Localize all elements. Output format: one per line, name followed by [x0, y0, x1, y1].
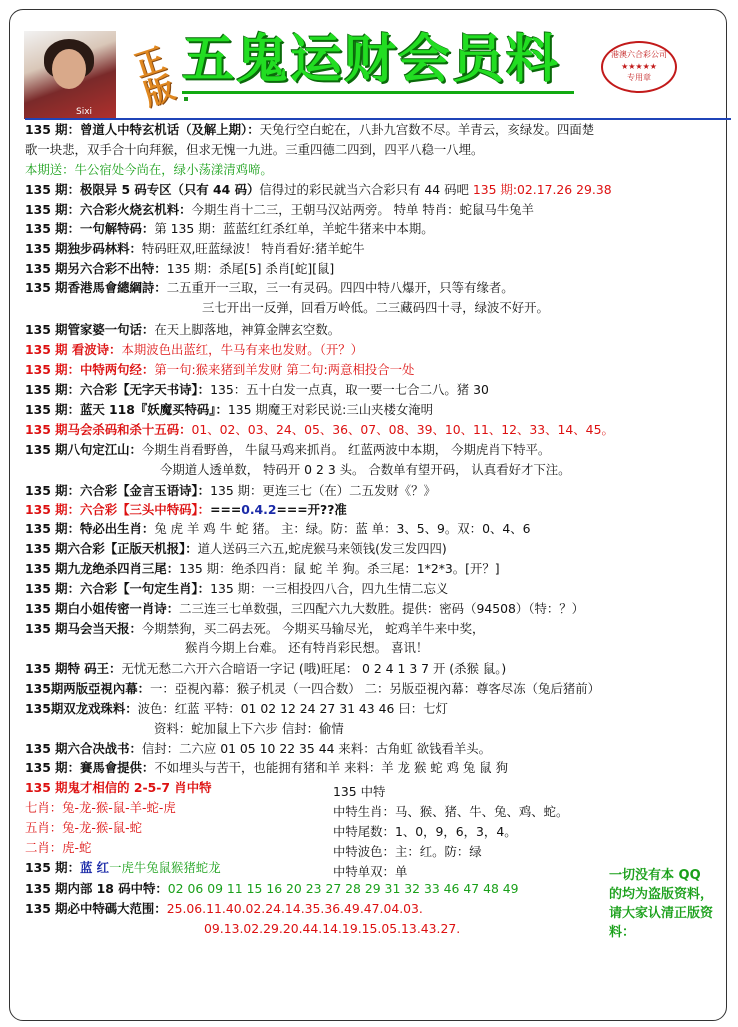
line-25-text: 二三连三七单数强，三四配六九大数胜。提供：密码（94508）（特：？）: [179, 601, 585, 616]
line-38-label: 135 期：: [25, 860, 80, 875]
right-line-5: [333, 862, 407, 881]
line-9: [25, 278, 514, 297]
line-23-label: 135 期九龙绝杀四肖三尾：: [25, 561, 180, 576]
line-5-text: 今期生肖十二三，王朝马汉站两旁。 特单 特肖：蛇鼠马牛兔羊: [191, 202, 534, 217]
right-line-4-text: 中特波色：主：红。防：绿: [333, 844, 482, 859]
zheng-ban-logo: 正版: [130, 41, 180, 114]
line-31: [154, 719, 344, 738]
line-8: [25, 259, 334, 278]
line-1: [25, 120, 594, 139]
line-3: [25, 160, 273, 179]
line-17: [25, 440, 550, 459]
line-21-text: 兔 虎 羊 鸡 牛 蛇 猪。 主：绿。防：蓝 单：3、5、9。双：0、4、6: [154, 521, 531, 536]
line-34: [25, 778, 211, 797]
line-41-text: 09.13.02.29.20.44.14.19.15.05.13.43.27.: [204, 921, 461, 936]
line-2-text: 歌一块悲，双手合十向拜猴，但求无愧一九进。三重四德二四到，四平八稳一八埋。: [25, 142, 484, 157]
line-7-text: 特码旺双,旺蓝绿波！ 特肖看好:猪羊蛇牛: [141, 241, 365, 256]
portrait-face: [52, 49, 86, 89]
line-15-text: 135 期魔王对彩民说:三山夹楼女淹明: [227, 402, 434, 417]
line-24-label: 135 期：六合彩【一句定生肖】：: [25, 581, 211, 596]
line-10: [202, 298, 549, 317]
line-22-label: 135 期六合彩【正版天机报】：: [25, 541, 198, 556]
line-24: [25, 579, 448, 598]
line-39: [25, 879, 519, 898]
line-38-blue: 蓝 红: [79, 860, 110, 875]
line-13-label: 135 期：中特两句经：: [25, 362, 155, 377]
line-16-label: 135 期马会杀码和杀十五码：: [25, 422, 192, 437]
line-9-label: 135 期香港馬會總綱詩：: [25, 280, 167, 295]
line-20-nums: 0.4.2: [241, 502, 277, 517]
line-41: [204, 919, 460, 938]
line-16: [25, 420, 614, 439]
line-1-text: 天兔行空白蛇在，八卦九宫数不尽。羊青云，亥绿发。四面楚: [259, 122, 595, 137]
line-20-eq: ===: [210, 502, 242, 517]
line-18: [160, 460, 571, 479]
line-21: [25, 519, 531, 538]
line-1-label: 135 期：曾道人中特玄机话（及解上期）：: [25, 122, 260, 137]
line-10-text: 三七开出一反弹，回看万岭低。二三藏码四十寻，绿波不好开。: [202, 300, 549, 315]
line-12-label: 135 期 看波诗：: [25, 342, 122, 357]
line-19: [25, 481, 436, 500]
line-36: [25, 818, 142, 837]
line-33: [25, 758, 508, 777]
line-32-label: 135 期六合决战书：: [25, 741, 142, 756]
line-11: [25, 320, 340, 339]
line-30-label: 135期双龙戏珠料：: [25, 701, 138, 716]
line-21-label: 135 期：特必出生肖：: [25, 521, 155, 536]
right-line-1-text: 135 中特: [333, 784, 386, 799]
line-32: [25, 739, 491, 758]
anti-piracy-notice: 一切没有本 QQ 的均为盗版资料，请大家认清正版资料：: [609, 868, 714, 940]
line-29-text: 一：亞視內幕：猴子机灵（一四合数） 二：另版亞視內幕：尊客尽冻（兔后猪前）: [150, 681, 601, 696]
right-line-2: [333, 802, 568, 821]
line-37: [25, 838, 91, 857]
line-23-text: 135 期：绝杀四肖：鼠 蛇 羊 狗。杀三尾：1*2*3。[开？]: [179, 561, 500, 576]
line-28-text: 无忧无愁二六开六合暗语一字记 (哦)旺尾： 0 2 4 1 3 7 开 (杀猴 鼠。): [121, 661, 507, 676]
line-18-text: 今期道人透单数， 特码开 0 2 3 头。 合数单有望开码， 认真看好才下注。: [160, 462, 571, 477]
line-20-tail: ===开??准: [276, 502, 347, 517]
right-line-3: [333, 822, 517, 841]
line-25-label: 135 期白小姐传密一肖诗：: [25, 601, 180, 616]
line-15-label: 135 期：蓝天 118『妖魔买特码』：: [25, 402, 228, 417]
line-8-text: 135 期：杀尾[5] 杀肖[蛇][鼠]: [166, 261, 335, 276]
line-5: [25, 200, 534, 219]
line-30: [25, 699, 448, 718]
line-3-text: 本期送：牛公宿处今尚在，绿小荡漾清鸡啼。: [25, 162, 273, 177]
line-8-label: 135 期另六合彩不出特：: [25, 261, 167, 276]
line-33-text: 不如埋头与苦干，也能拥有猪和羊 来料：羊 龙 猴 蛇 鸡 兔 鼠 狗: [154, 760, 508, 775]
title-dot: [184, 97, 188, 101]
line-12-text: 本期波色出蓝红，牛马有来也发财。（开？）: [121, 342, 364, 357]
line-37-text: 二肖：虎-蛇: [25, 840, 92, 855]
line-27-text: 猴肖今期上台难。 还有特肖彩民想。 喜讯！: [185, 640, 429, 655]
page-title-text: 五鬼运财会员料: [182, 30, 561, 90]
line-28: [25, 659, 506, 678]
line-11-label: 135 期管家婆一句话：: [25, 322, 155, 337]
line-4-red: 135 期:02.17.26 29.38: [472, 182, 612, 197]
line-27: [185, 638, 428, 657]
line-25: [25, 599, 584, 618]
line-7-label: 135 期独步码林料：: [25, 241, 142, 256]
line-24-text: 135 期：一三相投四八合，四九生情二忘义: [210, 581, 449, 596]
company-seal: [601, 41, 677, 93]
line-2: [25, 140, 483, 159]
right-line-1: [333, 782, 385, 801]
line-7: [25, 239, 365, 258]
line-40: [25, 899, 423, 918]
line-28-label: 135 期特 码王：: [25, 661, 122, 676]
line-6: [25, 219, 434, 238]
line-22: [25, 539, 447, 558]
line-19-label: 135 期：六合彩【金言玉语诗】：: [25, 483, 211, 498]
line-17-label: 135 期八句定江山：: [25, 442, 142, 457]
right-line-5-text: 中特单双：单: [333, 864, 408, 879]
line-14-label: 135 期：六合彩【无字天书诗】：: [25, 382, 211, 397]
line-17-text: 今期生肖看野兽， 牛鼠马鸡来抓肖。 红蓝两波中本期， 今期虎肖下特平。: [141, 442, 551, 457]
line-32-text: 信封：二六应 01 05 10 22 35 44 来料：古角虹 欲钱看羊头。: [141, 741, 492, 756]
page-title: [182, 29, 574, 94]
line-40-label: 135 期必中特碼大范围：: [25, 901, 167, 916]
line-4: [25, 180, 612, 199]
line-38: [25, 858, 221, 877]
line-23: [25, 559, 500, 578]
line-19-text: 135 期：更连三七（在）二五发财《？》: [210, 483, 436, 498]
line-20-label: 135 期：六合彩【三头中特码】：: [25, 502, 211, 517]
line-33-label: 135 期：賽馬會提供：: [25, 760, 155, 775]
line-26-label: 135 期马会当天报：: [25, 621, 142, 636]
line-11-text: 在天上脚落地，神算金牌玄空数。: [154, 322, 341, 337]
line-30-text: 波色：红蓝 平特：01 02 12 24 27 31 43 46 曰：七灯: [137, 701, 448, 716]
line-29: [25, 679, 600, 698]
line-36-text: 五肖：兔-龙-猴-鼠-蛇: [25, 820, 143, 835]
line-15: [25, 400, 433, 419]
line-40-text: 25.06.11.40.02.24.14.35.36.49.47.04.03.: [166, 901, 423, 916]
line-26-text: 今期禁狗，买二码去死。 今期买马输尽光， 蛇鸡羊牛来中奖，: [141, 621, 485, 636]
photo-tag: Sixi: [76, 107, 93, 117]
line-38-green: 一虎牛兔鼠猴猪蛇龙: [109, 860, 221, 875]
line-35: [25, 798, 176, 817]
line-31-text: 资料：蛇加鼠上下六步 信封：偷情: [154, 721, 344, 736]
line-13-text: 第一句:猴来猪到羊发财 第二句:两意相投合一处: [154, 362, 415, 377]
line-35-text: 七肖：兔-龙-猴-鼠-羊-蛇-虎: [25, 800, 176, 815]
line-6-text: 第 135 期：蓝蓝红红杀红单，羊蛇牛猪来中本期。: [154, 221, 434, 236]
line-14: [25, 380, 489, 399]
line-14-text: 135：五十白发一点真，取一要一七合二八。猪 30: [210, 382, 489, 397]
portrait-photo: [24, 31, 116, 119]
line-4-text: 信得过的彩民就当六合彩只有 44 码吧: [259, 182, 473, 197]
line-22-text: 道人送码三六五,蛇虎猴马来领钱(发三发四四): [197, 541, 447, 556]
line-5-label: 135 期：六合彩火烧玄机料：: [25, 202, 192, 217]
line-9-text: 二五重开一三取，三一有灵码。四四中特八爆开，只等有缘者。: [166, 280, 514, 295]
seal-stars: ★★★★★: [621, 62, 657, 71]
line-26: [25, 619, 484, 638]
line-13: [25, 360, 414, 379]
line-12: [25, 340, 363, 359]
seal-bottom-text: 专用章: [627, 73, 651, 82]
seal-top-text: 港澳六合彩公司: [611, 50, 667, 59]
line-6-label: 135 期：一句解特码：: [25, 221, 155, 236]
line-39-label: 135 期内部 18 码中特：: [25, 881, 168, 896]
line-39-text: 02 06 09 11 15 16 20 23 27 28 29 31 32 33 46 47 48 49: [167, 881, 519, 896]
right-line-4: [333, 842, 482, 861]
right-line-2-text: 中特生肖：马、猴、猪、牛、兔、鸡、蛇。: [333, 804, 569, 819]
line-20: [25, 500, 347, 519]
line-4-label: 135 期：极限异 5 码专区（只有 44 码）: [25, 182, 260, 197]
line-16-text: 01、02、03、24、05、36、07、08、39、10、11、12、33、14、45。: [191, 422, 614, 437]
line-34-text: 135 期鬼才相信的 2-5-7 肖中特: [25, 780, 212, 795]
right-line-3-text: 中特尾数：1、0，9，6，3，4。: [333, 824, 517, 839]
line-29-label: 135期两版亞視內幕：: [25, 681, 150, 696]
